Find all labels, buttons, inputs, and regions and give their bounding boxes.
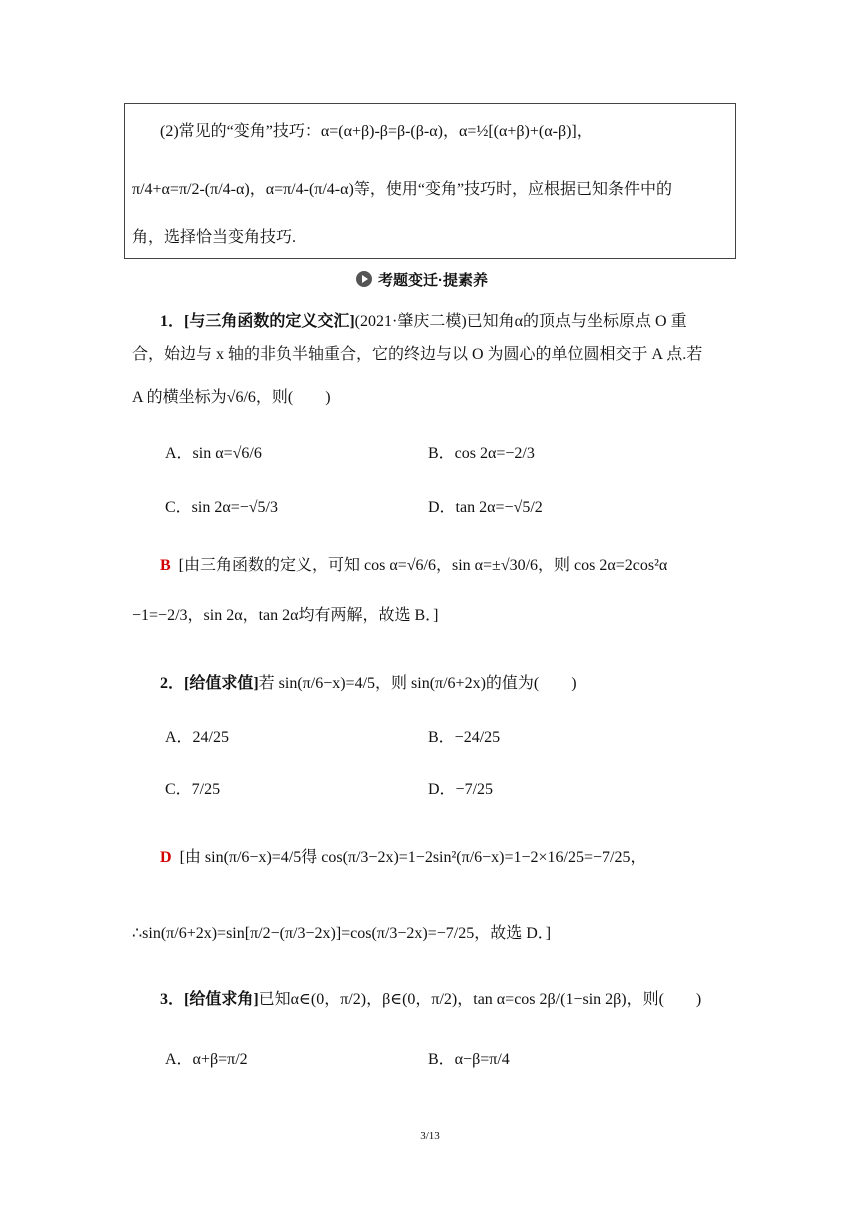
q2-solution-line-1 <box>160 848 647 868</box>
section-header <box>356 268 488 290</box>
q1-option-a: A．sin α=√6/6 <box>165 445 262 462</box>
q1-line-1 <box>160 312 687 332</box>
tip-line-3: 角，选择恰当变角技巧. <box>132 229 297 246</box>
q3-option-a: A．α+β=π/2 <box>165 1051 248 1068</box>
q2-line-1 <box>160 674 577 694</box>
q3-tag: 3．[给值求角] <box>160 991 259 1008</box>
q1-option-c: C．sin 2α=−√5/3 <box>165 499 279 516</box>
q2-option-d: D．−7/25 <box>428 781 494 798</box>
q1-tag: 1．[与三角函数的定义交汇] <box>160 313 355 330</box>
q1-answer: B <box>160 557 171 574</box>
play-circle-icon <box>356 271 372 287</box>
q2-option-a: A．24/25 <box>165 729 230 746</box>
section-title: 考题变迁·提素养 <box>378 271 488 289</box>
q2-solution-line-2: ∴sin(π/6+2x)=sin[π/2−(π/3−2x)]=cos(π/3−2x)=−7/25，故选 D．] <box>132 925 552 942</box>
page-number: 3/13 <box>420 1130 440 1142</box>
q1-solution-line-2: −1=−2/3，sin 2α，tan 2α均有两解，故选 B．] <box>132 607 439 624</box>
tip-line-1: (2)常见的“变角”技巧：α=(α+β)-β=β-(β-α)，α=½[(α+β)+(α-β)]， <box>160 123 593 140</box>
q1-option-d: D．tan 2α=−√5/2 <box>428 499 543 516</box>
q2-answer: D <box>160 849 172 866</box>
tip-line-2: π/4+α=π/2-(π/4-α)，α=π/4-(π/4-α)等，使用“变角”技巧时，应根据已知条件中的 <box>132 181 673 198</box>
q1-solution-line-1 <box>160 556 667 576</box>
q2-option-b: B．−24/25 <box>428 729 501 746</box>
q1-option-b: B．cos 2α=−2/3 <box>428 445 535 462</box>
q1-line-2: 合，始边与 x 轴的非负半轴重合，它的终边与以 O 为圆心的单位圆相交于 A 点.若 <box>132 346 703 363</box>
q2-text: 若 sin(π/6−x)=4/5，则 sin(π/6+2x)的值为( ) <box>258 675 577 692</box>
q3-text: 已知α∈(0，π/2)，β∈(0，π/2)，tan α=cos 2β/(1−sin 2β)，则( ) <box>258 991 702 1008</box>
q3-option-b: B．α−β=π/4 <box>428 1051 510 1068</box>
q1-line-3: A 的横坐标为√6/6，则( ) <box>132 389 331 406</box>
q1-text: (2021·肇庆二模)已知角α的顶点与坐标原点 O 重 <box>354 313 687 330</box>
q1-solution-text-1: [由三角函数的定义，可知 cos α=√6/6，sin α=±√30/6，则 cos 2α=2cos²α <box>178 557 668 574</box>
q2-tag: 2．[给值求值] <box>160 675 259 692</box>
q2-solution-text-1: [由 sin(π/6−x)=4/5得 cos(π/3−2x)=1−2sin²(π/6−x)=1−2×16/25=−7/25， <box>179 849 647 866</box>
q3-line-1 <box>160 990 701 1010</box>
q2-option-c: C．7/25 <box>165 781 221 798</box>
